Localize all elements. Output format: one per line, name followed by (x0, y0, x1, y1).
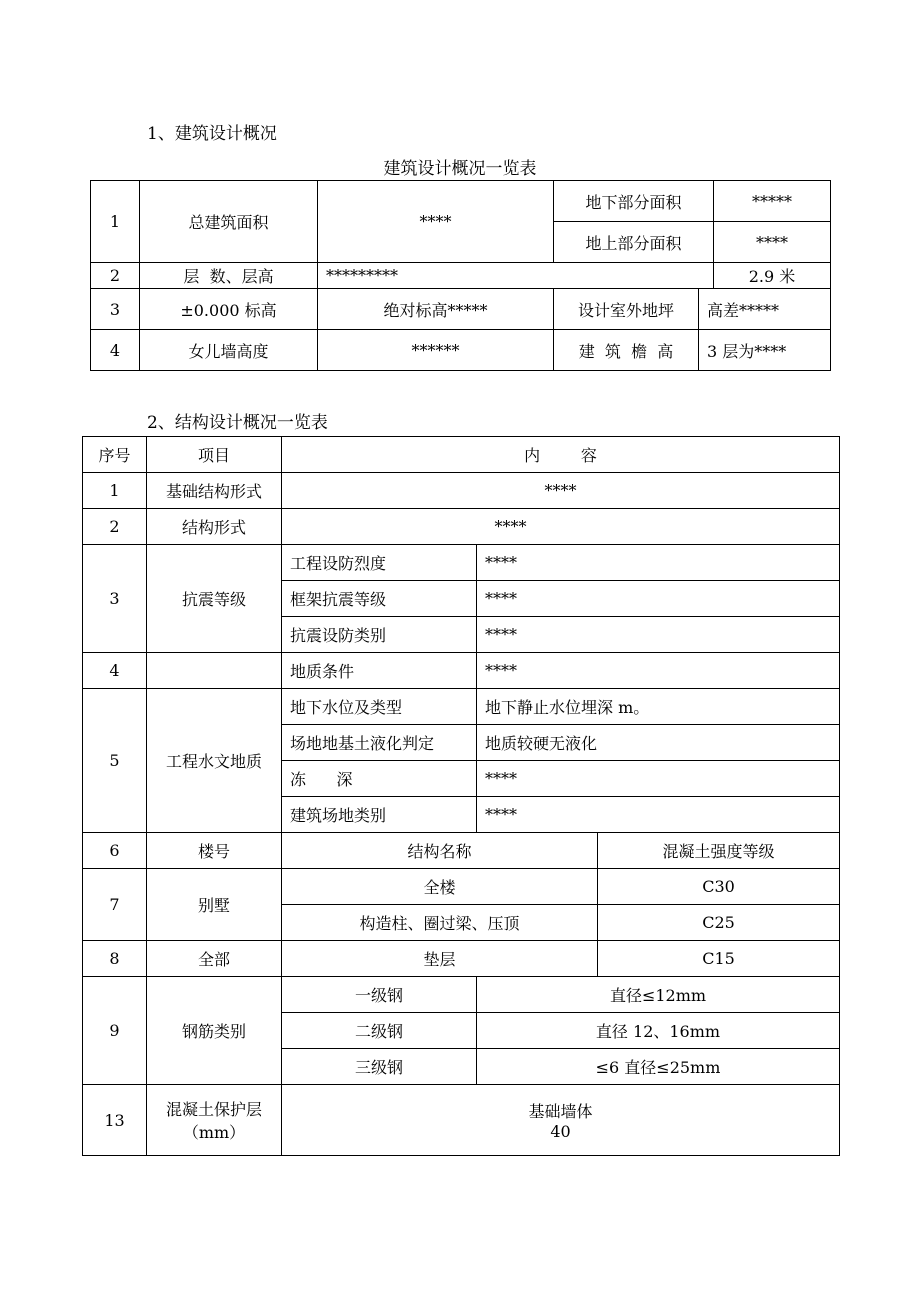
aboveground-area-label: 地上部分面积 (554, 222, 714, 263)
table-row (83, 473, 840, 509)
item-value: ****** (318, 330, 554, 371)
row-number: 2 (83, 509, 147, 545)
row-number: 7 (83, 869, 147, 941)
item-value (282, 1085, 840, 1156)
secondary-value: 高差***** (699, 289, 831, 330)
header-item: 项目 (147, 437, 282, 473)
sub-value: **** (477, 545, 840, 581)
item-label: 基础结构形式 (147, 473, 282, 509)
sub-value: **** (477, 581, 840, 617)
table-row (83, 977, 840, 1013)
item-value: ********* (318, 263, 714, 289)
item-value: **** (282, 509, 840, 545)
structure-name: 垫层 (282, 941, 598, 977)
table-row (83, 509, 840, 545)
row-number: 9 (83, 977, 147, 1085)
row-number: 6 (83, 833, 147, 869)
sub-value: **** (477, 617, 840, 653)
row-number: 4 (83, 653, 147, 689)
sub-label: 冻 深 (282, 761, 477, 797)
header-no: 序号 (83, 437, 147, 473)
table-header-row (83, 437, 840, 473)
structure-name-header: 结构名称 (282, 833, 598, 869)
item-label: ±0.000 标高 (140, 289, 318, 330)
sub-label: 建筑场地类别 (282, 797, 477, 833)
table-row (91, 330, 831, 371)
sub-label: 场地地基土液化判定 (282, 725, 477, 761)
table-row (91, 181, 831, 222)
sub-value: 地质较硬无液化 (477, 725, 840, 761)
row-number: 8 (83, 941, 147, 977)
secondary-label: 建 筑 檐 高 (554, 330, 699, 371)
item-value-line2: 40 (550, 1122, 571, 1141)
table-row (83, 869, 840, 905)
item-label (147, 653, 282, 689)
item-label (147, 1085, 282, 1156)
sub-value: 地下静止水位埋深 m。 (477, 689, 840, 725)
item-label-line2: （mm） (182, 1123, 246, 1142)
rebar-spec: ≤6 直径≤25mm (477, 1049, 840, 1085)
concrete-grade: C30 (598, 869, 840, 905)
table-row (91, 263, 831, 289)
table-row (83, 941, 840, 977)
item-label: 别墅 (147, 869, 282, 941)
underground-area-label: 地下部分面积 (554, 181, 714, 222)
row-number: 1 (83, 473, 147, 509)
row-number: 2 (91, 263, 140, 289)
item-label: 工程水文地质 (147, 689, 282, 833)
row-number: 13 (83, 1085, 147, 1156)
sub-label: 地质条件 (282, 653, 477, 689)
item-label-line1: 混凝土保护层 (165, 1100, 262, 1119)
item-value: **** (318, 181, 554, 263)
sub-label: 地下水位及类型 (282, 689, 477, 725)
table-row (83, 833, 840, 869)
row-number: 5 (83, 689, 147, 833)
table-1-title: 建筑设计概况一览表 (383, 159, 537, 179)
sub-label: 工程设防烈度 (282, 545, 477, 581)
row-number: 4 (91, 330, 140, 371)
item-label: 结构形式 (147, 509, 282, 545)
rebar-type: 二级钢 (282, 1013, 477, 1049)
item-label: 层 数、层高 (140, 263, 318, 289)
table-row (83, 653, 840, 689)
concrete-grade: C15 (598, 941, 840, 977)
row-number: 3 (83, 545, 147, 653)
aboveground-area-value: **** (714, 222, 831, 263)
section-2-heading: 2、结构设计概况一览表 (147, 413, 328, 433)
underground-area-value: ***** (714, 181, 831, 222)
item-label: 总建筑面积 (140, 181, 318, 263)
sub-value: **** (477, 761, 840, 797)
rebar-spec: 直径 12、16mm (477, 1013, 840, 1049)
row-number: 1 (91, 181, 140, 263)
row-number: 3 (91, 289, 140, 330)
rebar-spec: 直径≤12mm (477, 977, 840, 1013)
header-content: 内 容 (282, 437, 840, 473)
rebar-type: 一级钢 (282, 977, 477, 1013)
sub-value: **** (477, 797, 840, 833)
item-value-line1: 基础墙体 (528, 1102, 593, 1121)
structure-overview-table (82, 436, 840, 1156)
table-row (83, 1085, 840, 1156)
item-label: 钢筋类别 (147, 977, 282, 1085)
rebar-type: 三级钢 (282, 1049, 477, 1085)
sub-value: **** (477, 653, 840, 689)
section-1-heading: 1、建筑设计概况 (147, 124, 277, 144)
concrete-grade-header: 混凝土强度等级 (598, 833, 840, 869)
floor-height-value: 2.9 米 (714, 263, 831, 289)
structure-name: 全楼 (282, 869, 598, 905)
secondary-label: 设计室外地坪 (554, 289, 699, 330)
item-label: 抗震等级 (147, 545, 282, 653)
sub-label: 抗震设防类别 (282, 617, 477, 653)
item-label: 女儿墙高度 (140, 330, 318, 371)
structure-name: 构造柱、圈过梁、压顶 (282, 905, 598, 941)
item-label: 全部 (147, 941, 282, 977)
table-row (83, 545, 840, 581)
building-overview-table (90, 180, 831, 371)
secondary-value: 3 层为**** (699, 330, 831, 371)
sub-label: 框架抗震等级 (282, 581, 477, 617)
table-row (91, 289, 831, 330)
table-row (83, 689, 840, 725)
item-value: **** (282, 473, 840, 509)
item-label: 楼号 (147, 833, 282, 869)
item-value: 绝对标高***** (318, 289, 554, 330)
concrete-grade: C25 (598, 905, 840, 941)
